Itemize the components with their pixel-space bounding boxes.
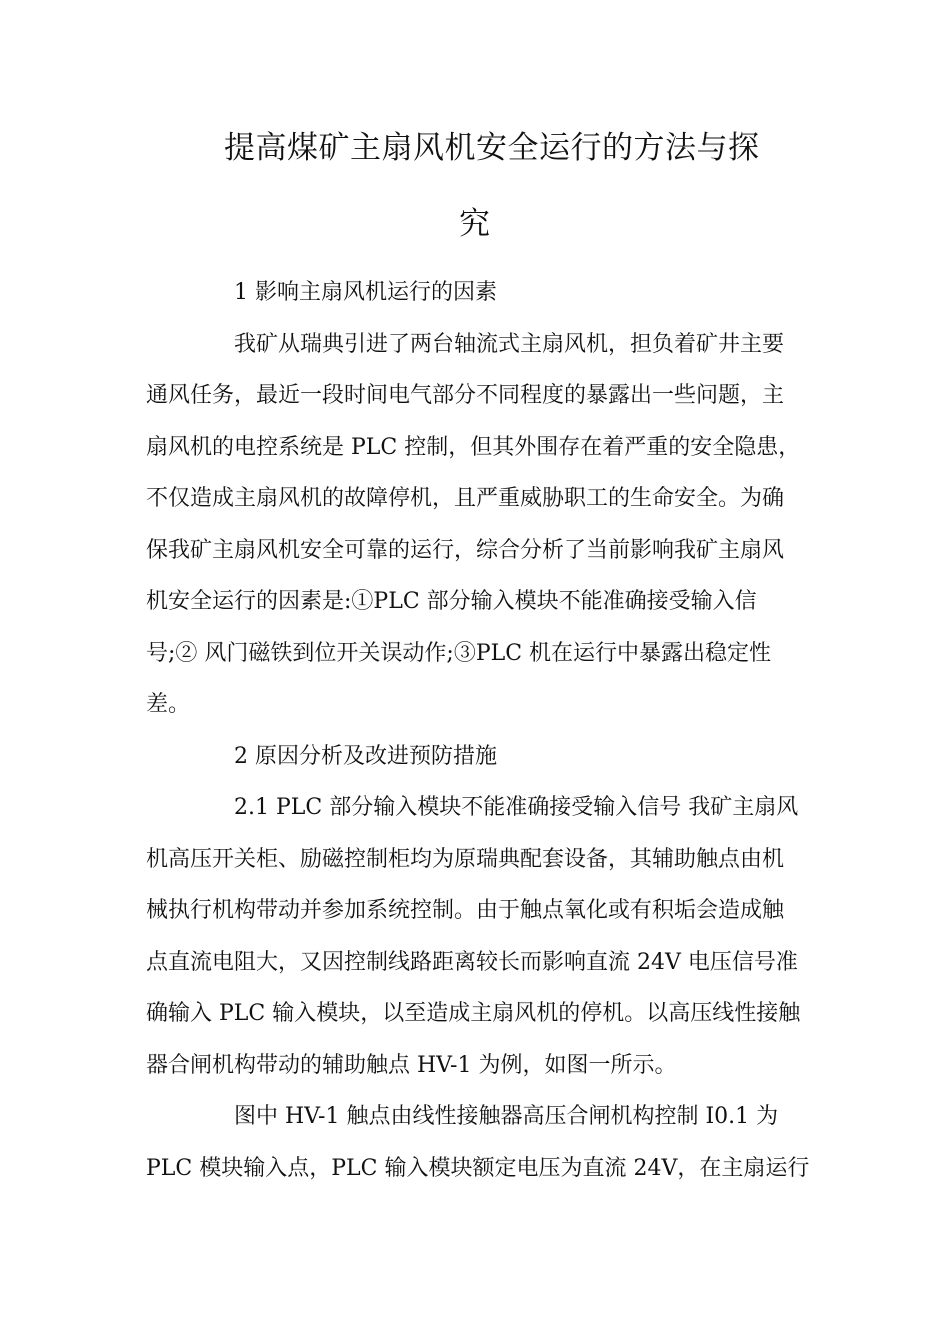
- paragraph-line: PLC 模块输入点，PLC 输入模块额定电压为直流 24V，在主扇运行: [146, 1156, 810, 1181]
- paragraph-line: 我矿从瑞典引进了两台轴流式主扇风机，担负着矿井主要: [234, 332, 785, 357]
- paragraph-line: 点直流电阻大，又因控制线路距离较长而影响直流 24V 电压信号准: [146, 950, 798, 975]
- paragraph-line: 通风任务，最近一段时间电气部分不同程度的暴露出一些问题，主: [146, 383, 785, 408]
- document-title-line-2: 究: [459, 206, 491, 242]
- paragraph-line: 确输入 PLC 输入模块，以至造成主扇风机的停机。以高压线性接触: [146, 1001, 801, 1026]
- paragraph-line: 保我矿主扇风机安全可靠的运行，综合分析了当前影响我矿主扇风: [146, 538, 785, 563]
- paragraph-line: 机安全运行的因素是:①PLC 部分输入模块不能准确接受输入信: [146, 589, 757, 614]
- paragraph-line: 差。: [146, 692, 191, 717]
- document-title-line-1: 提高煤矿主扇风机安全运行的方法与探: [224, 130, 760, 166]
- section-heading-2: 2 原因分析及改进预防措施: [234, 744, 497, 769]
- paragraph-line: 器合闸机构带动的辅助触点 HV-1 为例，如图一所示。: [146, 1053, 677, 1078]
- paragraph-line: 械执行机构带动并参加系统控制。由于触点氧化或有积垢会造成触: [146, 898, 785, 923]
- paragraph-line: 图中 HV-1 触点由线性接触器高压合闸机构控制 I0.1 为: [234, 1104, 779, 1129]
- paragraph-line: 机高压开关柜、励磁控制柜均为原瑞典配套设备，其辅助触点由机: [146, 847, 785, 872]
- section-heading-1: 1 影响主扇风机运行的因素: [234, 280, 497, 305]
- paragraph-line: 不仅造成主扇风机的故障停机，且严重威胁职工的生命安全。为确: [146, 486, 785, 511]
- paragraph-line: 2.1 PLC 部分输入模块不能准确接受输入信号 我矿主扇风: [234, 795, 799, 820]
- paragraph-line: 号;② 风门磁铁到位开关误动作;③PLC 机在运行中暴露出稳定性: [146, 641, 772, 666]
- paragraph-line: 扇风机的电控系统是 PLC 控制，但其外围存在着严重的安全隐患，: [146, 435, 801, 460]
